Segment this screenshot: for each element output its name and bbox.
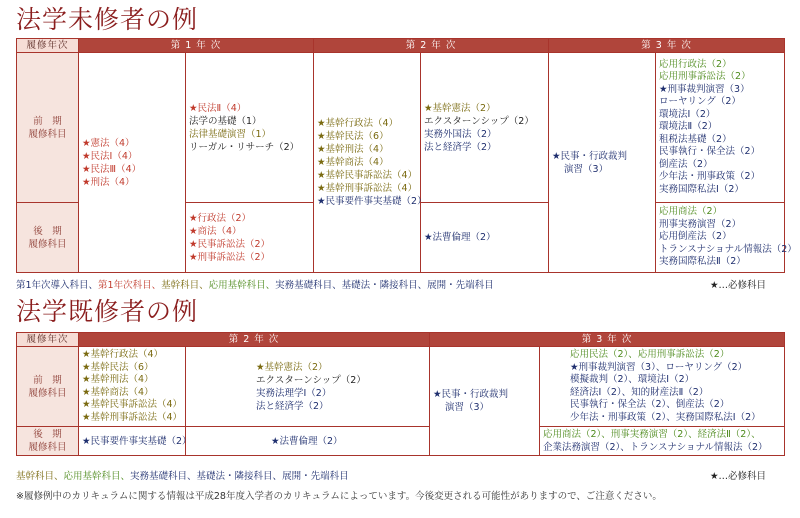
list-item: 応用商法（2） [659,206,723,218]
s1-y2-second-b [421,203,549,273]
list-item: ★基幹民法（6） [317,131,389,142]
list-item: リーガル・リサーチ（2） [189,141,300,153]
legend-item: 応用基幹科目、 [63,471,131,482]
row-second-term-label: 後 期 履修科目 [28,225,67,250]
list-item: 応用行政法（2） [659,58,732,70]
s2-y2-first-a [79,347,186,427]
section1-table [16,38,797,273]
list-item: ★刑法（4） [82,176,135,188]
year-label-header: 履修年次 [17,333,79,347]
list-item: ★民事・行政裁判 [552,150,628,162]
list-item: 法律基礎演習（1） [189,128,272,140]
legend-item: 第1年次科目、 [98,280,162,291]
year1-header: 第 1 年 次 [79,39,314,53]
s1-y3-a [549,53,656,273]
s2-y3-first-b [540,347,785,427]
row-first-term [17,347,79,427]
list-item: 模擬裁判（2）、環境法Ⅰ（2） [570,374,695,385]
s2-y2-first-b [186,347,430,427]
list-item: ★民事・行政裁判 [433,389,509,400]
section2-must-note: ★…必修科目 [709,471,766,482]
row-second-term [17,203,79,273]
legend-item: 展開・先端科目 [282,471,349,482]
row-first-term-label: 前 期 履修科目 [28,115,67,140]
year2-header: 第 2 年 次 [314,39,549,53]
row-first-term-label: 前 期 履修科目 [28,374,67,399]
s2-y3-a [430,347,540,456]
section1-legend [16,277,494,291]
list-item: ★法曹倫理（2） [271,435,343,447]
s1-y1-second-b [186,203,314,273]
legend-item: 実務基礎科目、 [130,471,197,482]
section2-title: 法学既修者の例 [16,297,199,326]
footnote: ※履修例中のカリキュラムに関する情報は平成28年度入学者のカリキュラムによっています。今後変更される可能性がありますので、ご注意ください。 [16,491,662,502]
legend-item: 第1年次導入科目、 [16,280,99,291]
list-item: 実務国際私法Ⅱ（2） [659,256,746,268]
legend-item: 基幹科目、 [16,471,64,482]
list-item: 倒産法（2） [659,158,713,170]
list-item: 環境法Ⅱ（2） [659,121,718,133]
list-item: 応用倒産法（2） [659,231,732,243]
legend-item: 基幹科目、 [161,280,209,291]
s1-y2-first-b [421,53,549,203]
list-item: ★基幹民法（6） [82,361,154,373]
section1-title: 法学未修者の例 [16,5,199,34]
list-item: ★基幹行政法（4） [317,118,399,129]
s2-y3-second-b [540,427,785,456]
list-item: ★行政法（2） [189,212,252,224]
list-item: 少年法・刑事政策（2）、実務国際私法Ⅰ（2） [570,411,761,423]
list-item: 演習（3） [445,402,490,413]
list-item: ★民事要件事実基礎（2） [82,435,192,447]
list-item: 実務外国法（2） [424,128,497,140]
list-item: 法と経済学（2） [424,141,497,153]
list-item: 民事執行・保全法（2）、倒産法（2） [570,399,730,410]
list-item: ローヤリング（2） [659,96,741,108]
list-item: ★基幹刑法（4） [82,374,154,385]
s1-y1-a [79,53,186,273]
list-item: ★基幹民事訴訟法（4） [82,399,183,410]
s1-y1-first-b [186,53,314,203]
row-second-term [17,427,79,456]
list-item: 実務法理学Ⅰ（2） [256,387,332,399]
list-item: エクスターンシップ（2） [424,115,534,127]
list-item: 経済法Ⅰ（2）、知的財産法Ⅱ（2） [570,386,709,398]
list-item: 応用刑事訴訟法（2） [659,71,751,83]
list-item: 刑事実務演習（2） [659,218,742,230]
list-item: 環境法Ⅰ（2） [659,108,716,120]
list-item: トランスナショナル情報法（2） [659,243,797,255]
list-item: 実務国際私法Ⅰ（2） [659,183,744,195]
list-item: ★民法Ⅰ（4） [82,150,138,162]
list-item: ★刑事裁判演習（3）、ローヤリング（2） [570,361,748,373]
s1-y2-a [314,53,427,273]
list-item: 法学の基礎（1） [189,115,262,127]
section2-table [16,332,785,456]
list-item: ★基幹刑事訴訟法（4） [82,411,183,423]
list-item: 企業法務演習（2）、トランスナショナル情報法（2） [543,442,768,453]
list-item: ★法曹倫理（2） [424,232,496,243]
list-item: ★民事訴訟法（2） [189,238,271,250]
list-item: 法と経済学（2） [256,400,329,412]
year-label-header: 履修年次 [17,39,79,53]
year3-header: 第 3 年 次 [430,333,785,347]
row-second-term-label: 後 期 履修科目 [28,429,67,453]
list-item: ★基幹商法（4） [82,386,154,398]
list-item: ★憲法（4） [82,137,135,149]
list-item: ★基幹刑法（4） [317,144,389,155]
list-item: ★基幹民事訴訟法（4） [317,170,418,181]
list-item: ★基幹刑事訴訟法（4） [317,183,418,194]
list-item: 租税法基礎（2） [659,133,732,145]
legend-item: 基礎法・隣接科目、 [196,471,283,482]
list-item: ★刑事訴訟法（2） [189,251,271,263]
s2-y2-second-b [186,427,430,456]
list-item: ★民法Ⅱ（4） [189,102,247,114]
list-item: ★刑事裁判演習（3） [659,83,750,95]
list-item: ★民法Ⅲ（4） [82,163,142,175]
list-item: 演習（3） [564,163,609,175]
list-item: ★商法（4） [189,225,242,237]
legend-item: 基礎法・隣接科目、 [341,280,428,291]
s2-y2-second-a [79,427,192,456]
list-item: ★基幹憲法（2） [256,361,328,373]
list-item: ★基幹商法（4） [317,157,389,168]
legend-item: 展開・先端科目 [427,280,494,291]
section2-legend [16,468,349,482]
list-item: 民事執行・保全法（2） [659,146,761,158]
legend-item: 実務基礎科目、 [275,280,342,291]
list-item: ★民事要件事実基礎（2） [317,196,427,207]
list-item: 少年法・刑事政策（2） [659,171,761,183]
row-first-term [17,53,79,203]
year2-header: 第 2 年 次 [79,333,430,347]
list-item: エクスターンシップ（2） [256,374,366,386]
section1-must-note: ★…必修科目 [709,280,766,291]
s1-y3-first-b [656,53,785,203]
list-item: 応用民法（2）、応用刑事訴訟法（2） [570,349,730,360]
list-item: ★基幹行政法（4） [82,349,164,360]
list-item: 応用商法（2）、刑事実務演習（2）、経済法Ⅱ（2）、 [543,429,761,440]
s1-y3-second-b [656,203,797,273]
legend-item: 応用基幹科目、 [208,280,276,291]
year3-header: 第 3 年 次 [549,39,785,53]
list-item: ★基幹憲法（2） [424,102,496,114]
